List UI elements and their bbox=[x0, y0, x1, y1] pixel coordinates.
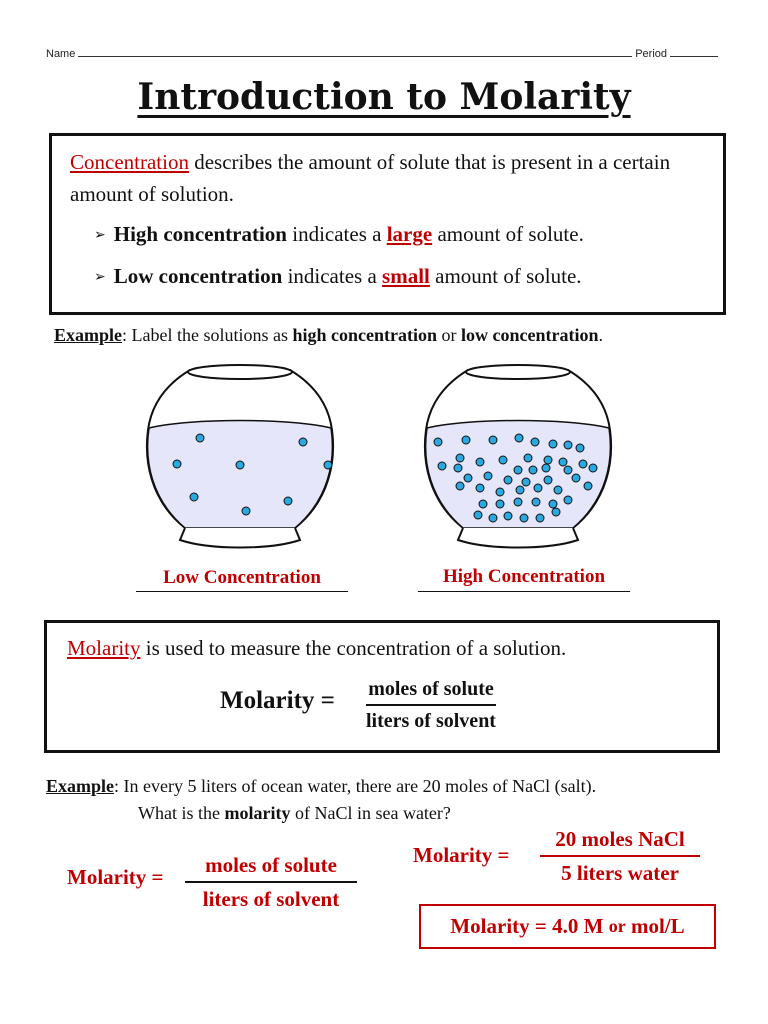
answer-or: or bbox=[608, 916, 626, 936]
solute-particle bbox=[522, 478, 530, 486]
name-period-line bbox=[46, 47, 718, 60]
concentration-description: describes the amount of solute that is present in a certain amount of solution. bbox=[70, 150, 671, 206]
solute-particle bbox=[514, 466, 522, 474]
concentration-term: Concentration bbox=[70, 150, 189, 174]
solute-particle bbox=[462, 436, 470, 444]
solute-particle bbox=[496, 488, 504, 496]
solute-particle bbox=[549, 440, 557, 448]
example-2-line-2a: What is the bbox=[138, 803, 225, 823]
bowl-base bbox=[180, 528, 300, 548]
solute-particle bbox=[544, 476, 552, 484]
solute-particle bbox=[196, 434, 204, 442]
answer-value: Molarity = 4.0 M bbox=[450, 914, 609, 938]
example-2-line-2c: of NaCl in sea water? bbox=[290, 803, 451, 823]
solute-particle bbox=[584, 482, 592, 490]
example-2-right-fraction bbox=[540, 827, 700, 886]
solute-particle bbox=[515, 434, 523, 442]
solute-particle bbox=[544, 456, 552, 464]
left-numerator: moles of solute bbox=[205, 853, 337, 877]
solute-particle bbox=[456, 482, 464, 490]
solute-particle bbox=[284, 497, 292, 505]
left-denominator: liters of solvent bbox=[202, 887, 340, 911]
solute-particle bbox=[514, 498, 522, 506]
solute-particle bbox=[534, 484, 542, 492]
name-field[interactable] bbox=[78, 47, 632, 57]
solute-particle bbox=[516, 486, 524, 494]
example-1-bold-low: low concentration bbox=[461, 325, 599, 345]
bullet-high bbox=[94, 222, 584, 247]
molarity-term: Molarity bbox=[67, 636, 141, 660]
molarity-definition bbox=[67, 636, 566, 661]
solute-particle bbox=[499, 456, 507, 464]
solute-particle bbox=[242, 507, 250, 515]
example-2-line-2b: molarity bbox=[224, 803, 291, 823]
molarity-formula-fraction bbox=[366, 678, 496, 733]
solute-particle bbox=[542, 464, 550, 472]
bullet-low bbox=[94, 264, 582, 289]
low-concentration-bowl bbox=[130, 360, 370, 560]
solute-particle bbox=[549, 500, 557, 508]
example-1-bold-high: high concentration bbox=[292, 325, 438, 345]
answer-line-left[interactable] bbox=[136, 591, 348, 592]
page-title: Introduction to Molarity bbox=[137, 76, 631, 118]
arrow-bullet-icon: ➢ bbox=[94, 269, 106, 285]
solute-particle bbox=[524, 454, 532, 462]
formula-denominator: liters of solvent bbox=[366, 710, 496, 732]
high-concentration-answer: High Concentration bbox=[442, 566, 606, 587]
example-1-text-a: : Label the solutions as bbox=[122, 325, 293, 345]
solute-particle bbox=[324, 461, 332, 469]
fraction-bar bbox=[540, 855, 700, 857]
solute-particle bbox=[559, 458, 567, 466]
solute-particle bbox=[474, 511, 482, 519]
bullet-high-mid: indicates a bbox=[286, 222, 387, 246]
molarity-answer-box bbox=[419, 904, 716, 949]
solute-particle bbox=[536, 514, 544, 522]
solute-particle bbox=[564, 496, 572, 504]
bullet-high-key: large bbox=[386, 222, 433, 246]
formula-numerator: moles of solute bbox=[368, 678, 494, 700]
bullet-low-key: small bbox=[382, 264, 430, 288]
solute-particle bbox=[572, 474, 580, 482]
answer-unit: mol/L bbox=[625, 914, 685, 938]
solute-particle bbox=[479, 500, 487, 508]
low-concentration-answer: Low Concentration bbox=[163, 567, 321, 588]
solute-particle bbox=[476, 458, 484, 466]
solute-particle bbox=[504, 512, 512, 520]
solute-particle bbox=[531, 438, 539, 446]
solute-particle bbox=[554, 486, 562, 494]
solute-particle bbox=[476, 484, 484, 492]
example-1-text-c: . bbox=[598, 325, 603, 345]
solute-particle bbox=[504, 476, 512, 484]
example-2-right-label: Molarity = bbox=[413, 843, 510, 867]
molarity-formula-label: Molarity = bbox=[220, 687, 335, 714]
example-2-left-label: Molarity = bbox=[67, 865, 164, 889]
solute-particle bbox=[589, 464, 597, 472]
answer-line-right[interactable] bbox=[418, 591, 630, 592]
right-denominator: 5 liters water bbox=[561, 861, 679, 885]
solute-particle bbox=[532, 498, 540, 506]
solute-particle bbox=[434, 438, 442, 446]
solute-particle bbox=[552, 508, 560, 516]
solute-particle bbox=[489, 436, 497, 444]
solute-particle bbox=[496, 500, 504, 508]
solute-particle bbox=[456, 454, 464, 462]
solute-particle bbox=[236, 461, 244, 469]
bowl-rim bbox=[466, 365, 570, 379]
solute-particle bbox=[464, 474, 472, 482]
solute-particle bbox=[576, 444, 584, 452]
solute-particle bbox=[520, 514, 528, 522]
high-concentration-bowl bbox=[408, 360, 648, 560]
example-1-prompt bbox=[54, 325, 603, 346]
solute-particle bbox=[579, 460, 587, 468]
solute-particle bbox=[190, 493, 198, 501]
example-1-label: Example bbox=[54, 325, 123, 345]
fraction-bar bbox=[366, 704, 496, 706]
bullet-low-mid: indicates a bbox=[282, 264, 383, 288]
solute-particle bbox=[173, 460, 181, 468]
example-2-prompt bbox=[46, 773, 596, 827]
bullet-high-end: amount of solute. bbox=[432, 222, 584, 246]
arrow-bullet-icon: ➢ bbox=[94, 227, 106, 243]
solute-particle bbox=[564, 441, 572, 449]
solute-particle bbox=[489, 514, 497, 522]
bowl-base bbox=[458, 528, 578, 548]
example-2-label: Example bbox=[46, 776, 115, 796]
fraction-bar bbox=[185, 881, 357, 883]
period-field[interactable] bbox=[670, 47, 718, 57]
period-label: Period bbox=[635, 48, 667, 60]
example-2-left-fraction bbox=[185, 853, 357, 912]
solute-particle bbox=[454, 464, 462, 472]
solute-particle bbox=[564, 466, 572, 474]
bowl-water bbox=[148, 421, 333, 529]
bullet-high-bold: High concentration bbox=[113, 222, 287, 246]
bowl-rim bbox=[188, 365, 292, 379]
molarity-description: is used to measure the concentration of a solution. bbox=[140, 636, 567, 660]
solute-particle bbox=[529, 466, 537, 474]
example-2-line-1: : In every 5 liters of ocean water, there are 20 moles of NaCl (salt). bbox=[114, 776, 597, 796]
right-numerator: 20 moles NaCl bbox=[555, 827, 685, 851]
bullet-low-end: amount of solute. bbox=[429, 264, 582, 288]
solute-particle bbox=[484, 472, 492, 480]
concentration-definition bbox=[70, 146, 710, 210]
bullet-low-bold: Low concentration bbox=[113, 264, 283, 288]
name-label: Name bbox=[46, 48, 76, 60]
solute-particle bbox=[299, 438, 307, 446]
solute-particle bbox=[438, 462, 446, 470]
example-1-text-b: or bbox=[437, 325, 462, 345]
